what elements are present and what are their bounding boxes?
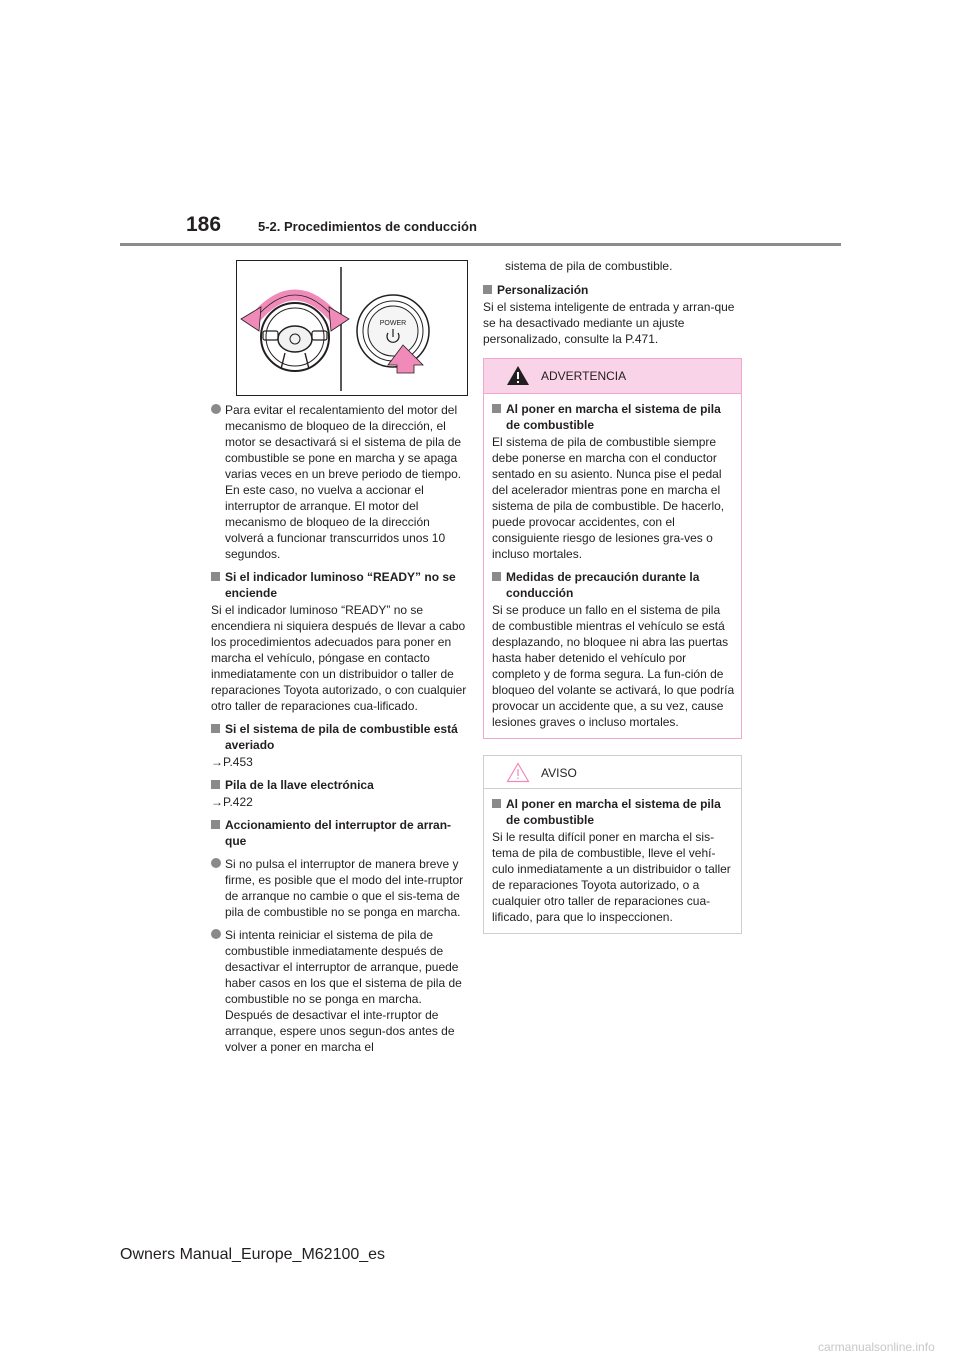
warning-body — [484, 394, 741, 738]
notice-box — [483, 755, 742, 934]
footer-manual-id: Owners Manual_Europe_M62100_es — [120, 1246, 386, 1263]
bullet-icon — [211, 404, 221, 414]
steering-lock-illustration — [236, 260, 468, 396]
subheading: Personalización — [483, 282, 750, 298]
warning-title: ADVERTENCIA — [541, 369, 627, 383]
warning-box — [483, 358, 742, 739]
section-title: 5-2. Procedimientos de conducción — [258, 219, 477, 234]
subheading: Si el indicador luminoso “READY” no se enciende — [211, 569, 469, 601]
page-header — [0, 0, 960, 250]
paragraph: Si el indicador luminoso “READY” no se encendiera ni siquiera después de llevar a cabo los procedimientos adecuados para poner en marcha el vehículo, póngase en contacto inmediatamente con un distribuidor o taller de reparaciones Toyota autorizado, o con cualquier otro taller de reparaciones cua-lificado. — [211, 603, 467, 713]
square-bullet-icon — [483, 285, 492, 294]
warning-triangle-icon — [506, 365, 530, 386]
page-reference: →P.453 — [211, 755, 253, 769]
square-bullet-icon — [492, 799, 501, 808]
square-bullet-icon — [492, 572, 501, 581]
square-bullet-icon — [211, 572, 220, 581]
left-column — [211, 260, 469, 1062]
steering-wheel-and-power-button-drawing — [237, 261, 467, 395]
subheading: Accionamiento del interruptor de arran-que — [211, 817, 469, 849]
page-reference: →P.422 — [211, 795, 253, 809]
continuation-text: sistema de pila de combustible. — [505, 259, 673, 273]
bullet-text: Si intenta reiniciar el sistema de pila de combustible inmediatamente después de desactivar el interruptor de arranque, puede haber casos en los que el sistema de pila de combustible no se ponga en marcha. Después de desactivar el inte-rruptor de arranque, espere unos segun-dos antes de volver a poner en marcha el — [225, 928, 462, 1054]
notice-title: AVISO — [541, 766, 577, 780]
square-bullet-icon — [211, 780, 220, 789]
square-bullet-icon — [211, 724, 220, 733]
notice-header — [484, 756, 741, 789]
page-number: 186 — [186, 213, 222, 236]
list-item — [211, 856, 469, 920]
right-column — [483, 258, 750, 934]
list-item — [211, 927, 469, 1055]
warning-header — [484, 359, 741, 394]
notice-body — [484, 789, 741, 933]
header-divider — [120, 243, 841, 246]
paragraph: Si le resulta difícil poner en marcha el sis-tema de pila de combustible, lleve el vehí-culo inmediatamente a un distribuidor o taller de reparaciones Toyota autorizado, o a cualquier otro taller de reparaciones cua-lificado, para que lo inspeccionen. — [492, 830, 731, 924]
caution-triangle-icon — [506, 762, 530, 783]
subheading: Al poner en marcha el sistema de pila de combustible — [492, 796, 735, 828]
subheading: Si el sistema de pila de combustible está averiado — [211, 721, 469, 753]
power-label: POWER — [379, 320, 407, 327]
paragraph: El sistema de pila de combustible siempre debe ponerse en marcha con el conductor sentado en su asiento. Nunca pise el pedal del acelerador mientras pone en marcha el sistema de pila de combustible. De hacerlo, puede provocar accidentes, con el consiguiente riesgo de lesiones gra-ves o incluso mortales. — [492, 435, 725, 561]
subheading: Pila de la llave electrónica — [211, 777, 469, 793]
square-bullet-icon — [492, 404, 501, 413]
square-bullet-icon — [211, 820, 220, 829]
subheading: Medidas de precaución durante la conducción — [492, 569, 735, 601]
bullet-icon — [211, 858, 221, 868]
paragraph: Si se produce un fallo en el sistema de pila de combustible mientras el vehículo se está desplazando, no bloquee ni abra las puertas hasta haber detenido el vehículo por completo y de forma segura. La fun-ción de bloqueo del volante se activará, lo que podría provocar un accidente que, a su vez, cause lesiones graves o incluso mortales. — [492, 603, 735, 729]
subheading: Al poner en marcha el sistema de pila de combustible — [492, 401, 735, 433]
bullet-text: Para evitar el recalentamiento del motor del mecanismo de bloqueo de la dirección, el motor se desactivará si el sistema de pila de combustible se pone en marcha y se apaga varias veces en un breve periodo de tiempo. En este caso, no vuelva a accionar el interruptor de arranque. El motor del mecanismo de bloqueo de la dirección volverá a funcionar transcurridos unos 10 segundos. — [225, 403, 462, 561]
watermark: carmanualsonline.info — [818, 1340, 935, 1354]
power-button-icon — [357, 295, 429, 367]
list-item — [211, 402, 469, 562]
bullet-icon — [211, 929, 221, 939]
steering-wheel-icon — [261, 303, 329, 371]
bullet-text: Si no pulsa el interruptor de manera breve y firme, es posible que el modo del inte-rruptor de arranque no cambie o que el sis-tema de pila de combustible no se ponga en marcha. — [225, 857, 464, 919]
paragraph: Si el sistema inteligente de entrada y arran-que se ha desactivado mediante un ajuste personalizado, consulte la P.471. — [483, 300, 735, 346]
